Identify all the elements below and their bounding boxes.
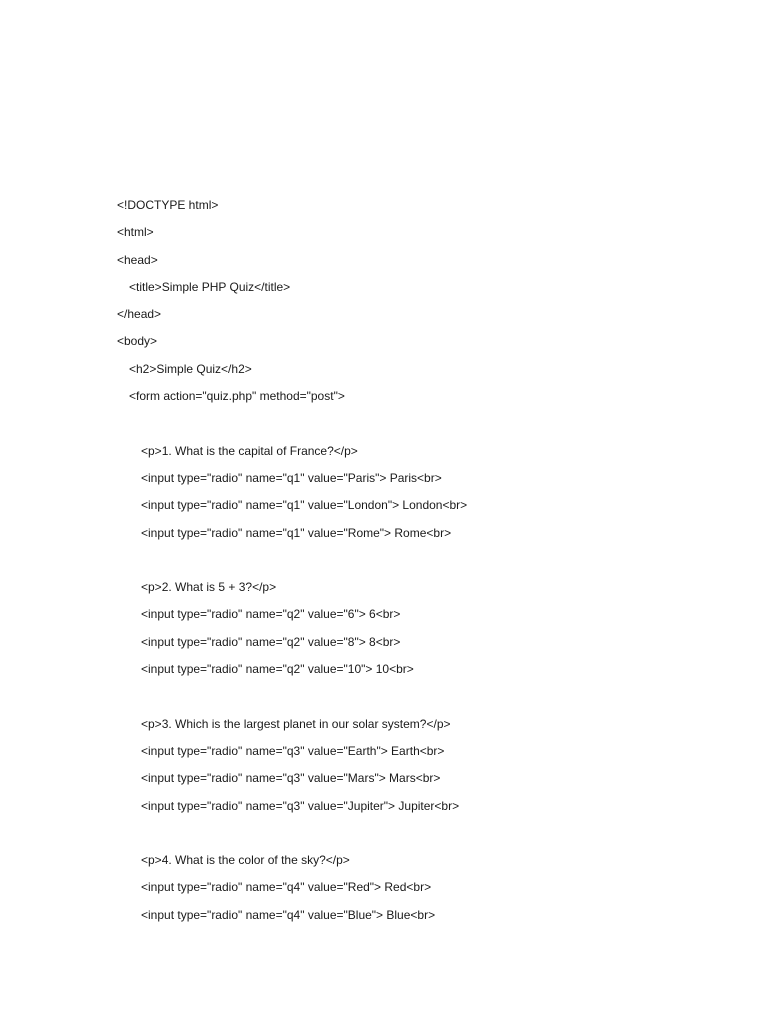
code-line: <body>	[117, 334, 158, 349]
code-line: <input type="radio" name="q1" value="Rome"> Rome<br>	[141, 525, 452, 540]
code-line: <input type="radio" name="q2" value="6"> 6<br>	[141, 607, 401, 622]
code-line: <!DOCTYPE html>	[117, 198, 219, 212]
blank-line	[117, 823, 737, 850]
code-line: <input type="radio" name="q3" value="Mars"> Mars<br>	[141, 771, 441, 786]
code-line: <p>3. Which is the largest planet in our solar system?</p>	[141, 716, 451, 731]
code-line: <input type="radio" name="q3" value="Jupiter"> Jupiter<br>	[141, 798, 460, 813]
code-line: <input type="radio" name="q3" value="Earth"> Earth<br>	[141, 743, 445, 758]
blank-line	[117, 686, 737, 713]
code-line: <input type="radio" name="q4" value="Blue"> Blue<br>	[141, 907, 436, 922]
blank-line	[117, 550, 737, 577]
code-line: <p>4. What is the color of the sky?</p>	[141, 853, 350, 868]
blank-line	[117, 413, 737, 440]
code-listing	[117, 195, 737, 932]
code-line: <title>Simple PHP Quiz</title>	[129, 279, 291, 294]
code-line: <head>	[117, 252, 158, 267]
code-line: <input type="radio" name="q2" value="8"> 8<br>	[141, 634, 401, 649]
code-line: <input type="radio" name="q4" value="Red"> Red<br>	[141, 880, 432, 895]
code-line: </head>	[117, 307, 162, 322]
code-line: <form action="quiz.php" method="post">	[129, 389, 345, 404]
code-line: <h2>Simple Quiz</h2>	[129, 361, 252, 376]
code-line: <input type="radio" name="q2" value="10"> 10<br>	[141, 662, 414, 677]
code-line: <input type="radio" name="q1" value="Paris"> Paris<br>	[141, 470, 442, 485]
code-line: <input type="radio" name="q1" value="London"> London<br>	[141, 498, 468, 513]
code-line: <html>	[117, 225, 154, 240]
code-line: <p>2. What is 5 + 3?</p>	[141, 580, 277, 595]
code-line: <p>1. What is the capital of France?</p>	[141, 443, 358, 458]
